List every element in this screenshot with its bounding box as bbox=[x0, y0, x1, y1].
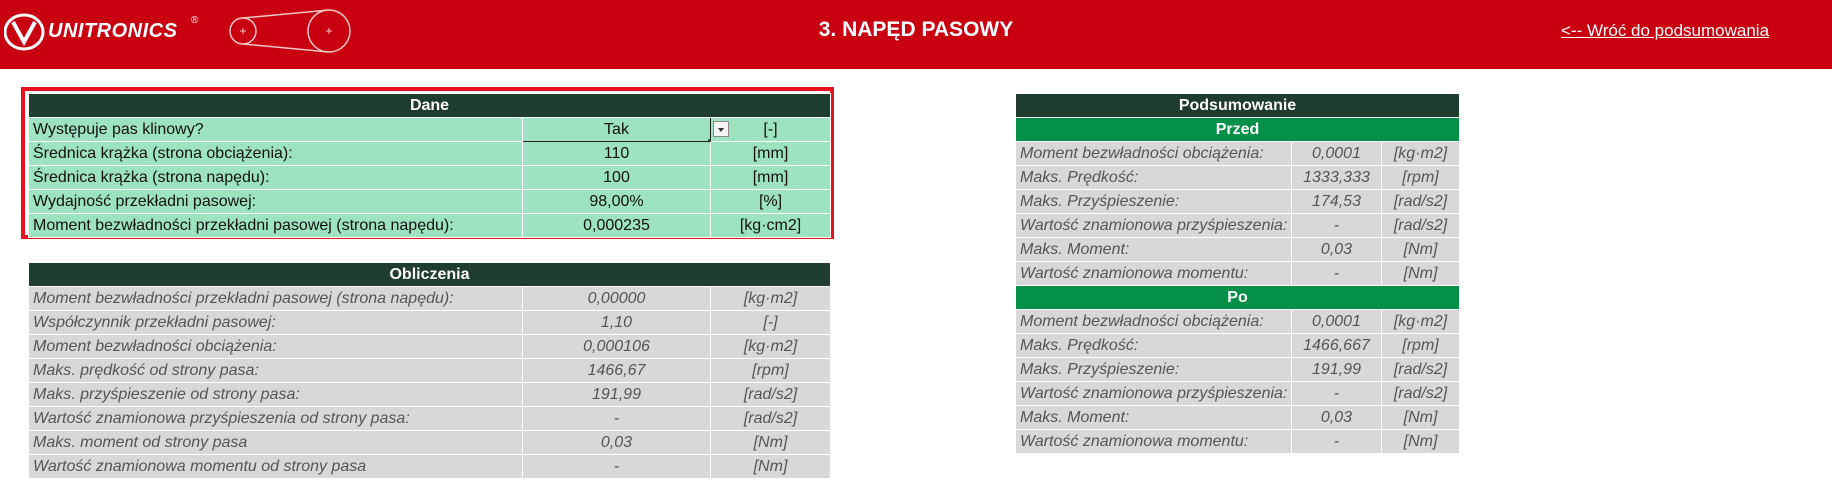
v-belt-select[interactable] bbox=[523, 118, 711, 142]
row-value: - bbox=[523, 455, 711, 479]
row-label: Maks. Przyśpieszenie: bbox=[1016, 358, 1292, 382]
table-row bbox=[1016, 166, 1460, 190]
chevron-down-icon[interactable] bbox=[713, 121, 729, 137]
table-row bbox=[29, 335, 831, 359]
table-row bbox=[29, 383, 831, 407]
load-pulley-diameter-input[interactable]: 110 bbox=[523, 142, 711, 166]
row-label: Średnica krążka (strona obciążenia): bbox=[29, 142, 523, 166]
drive-pulley-diameter-input[interactable]: 100 bbox=[523, 166, 711, 190]
table-row bbox=[29, 287, 831, 311]
row-value: 1,10 bbox=[523, 311, 711, 335]
dane-table bbox=[28, 93, 831, 238]
obliczenia-table bbox=[28, 262, 831, 479]
row-label: Wartość znamionowa przyśpieszenia: bbox=[1016, 382, 1292, 406]
table-row bbox=[1016, 382, 1460, 406]
row-unit: [rad/s2] bbox=[1382, 190, 1460, 214]
header-bar bbox=[0, 0, 1832, 69]
row-label: Maks. Moment: bbox=[1016, 406, 1292, 430]
row-unit: [kg·m2] bbox=[711, 335, 831, 359]
podsumowanie-table bbox=[1015, 93, 1460, 454]
row-unit: [rad/s2] bbox=[1382, 358, 1460, 382]
row-value: 191,99 bbox=[523, 383, 711, 407]
row-unit: [Nm] bbox=[1382, 262, 1460, 286]
row-value: - bbox=[1292, 214, 1382, 238]
row-unit: [Nm] bbox=[711, 455, 831, 479]
row-label: Wartość znamionowa przyśpieszenia: bbox=[1016, 214, 1292, 238]
przed-title: Przed bbox=[1016, 118, 1460, 142]
belt-efficiency-input[interactable]: 98,00% bbox=[523, 190, 711, 214]
row-label: Wartość znamionowa przyśpieszenia od strony pasa: bbox=[29, 407, 523, 431]
row-value: 0,03 bbox=[1292, 238, 1382, 262]
row-unit: [rad/s2] bbox=[1382, 382, 1460, 406]
table-row bbox=[29, 166, 831, 190]
row-value: 0,0001 bbox=[1292, 142, 1382, 166]
row-unit: [Nm] bbox=[711, 431, 831, 455]
row-unit: [-] bbox=[711, 311, 831, 335]
row-unit: [-] bbox=[763, 120, 778, 138]
row-value: 1333,333 bbox=[1292, 166, 1382, 190]
row-unit: [rad/s2] bbox=[1382, 214, 1460, 238]
row-value: 1466,667 bbox=[1292, 334, 1382, 358]
row-unit: [rpm] bbox=[1382, 334, 1460, 358]
row-label: Maks. prędkość od strony pasa: bbox=[29, 359, 523, 383]
row-value: 0,0001 bbox=[1292, 310, 1382, 334]
back-to-summary-link[interactable]: <-- Wróć do podsumowania bbox=[1561, 21, 1770, 40]
row-label: Wartość znamionowa momentu: bbox=[1016, 262, 1292, 286]
row-value: - bbox=[1292, 382, 1382, 406]
row-label: Występuje pas klinowy? bbox=[29, 118, 523, 142]
row-label: Maks. Moment: bbox=[1016, 238, 1292, 262]
row-label: Maks. Przyśpieszenie: bbox=[1016, 190, 1292, 214]
row-unit: [kg·m2] bbox=[711, 287, 831, 311]
row-label: Moment bezwładności obciążenia: bbox=[29, 335, 523, 359]
table-row bbox=[1016, 310, 1460, 334]
row-value: 0,000106 bbox=[523, 335, 711, 359]
table-row bbox=[1016, 334, 1460, 358]
row-value: 0,03 bbox=[1292, 406, 1382, 430]
table-row bbox=[1016, 238, 1460, 262]
table-row bbox=[1016, 190, 1460, 214]
table-row bbox=[1016, 142, 1460, 166]
row-value: 1466,67 bbox=[523, 359, 711, 383]
table-row bbox=[29, 118, 831, 142]
row-label: Wydajność przekładni pasowej: bbox=[29, 190, 523, 214]
row-label: Maks. przyśpieszenie od strony pasa: bbox=[29, 383, 523, 407]
row-label: Wartość znamionowa momentu: bbox=[1016, 430, 1292, 454]
row-unit: [mm] bbox=[711, 166, 831, 190]
row-value: 0,03 bbox=[523, 431, 711, 455]
row-label: Moment bezwładności obciążenia: bbox=[1016, 310, 1292, 334]
table-row bbox=[29, 311, 831, 335]
row-value: - bbox=[1292, 262, 1382, 286]
row-unit: [rad/s2] bbox=[711, 383, 831, 407]
logo-text: UNITRONICS bbox=[48, 20, 178, 42]
row-label: Wartość znamionowa momentu od strony pasa bbox=[29, 455, 523, 479]
row-unit: [mm] bbox=[711, 142, 831, 166]
row-value: 0,00000 bbox=[523, 287, 711, 311]
row-unit: [Nm] bbox=[1382, 430, 1460, 454]
row-value: 174,53 bbox=[1292, 190, 1382, 214]
table-row bbox=[29, 431, 831, 455]
row-value: 191,99 bbox=[1292, 358, 1382, 382]
podsumowanie-title: Podsumowanie bbox=[1016, 94, 1460, 118]
row-unit: [rpm] bbox=[711, 359, 831, 383]
row-unit: [kg·m2] bbox=[1382, 142, 1460, 166]
row-unit: [kg·cm2] bbox=[711, 214, 831, 238]
row-label: Moment bezwładności przekładni pasowej (strona napędu): bbox=[29, 287, 523, 311]
table-row bbox=[29, 359, 831, 383]
table-row bbox=[29, 190, 831, 214]
belt-inertia-input[interactable]: 0,000235 bbox=[523, 214, 711, 238]
row-value: - bbox=[1292, 430, 1382, 454]
row-label: Moment bezwładności obciążenia: bbox=[1016, 142, 1292, 166]
row-unit: [Nm] bbox=[1382, 238, 1460, 262]
row-unit: [rad/s2] bbox=[711, 407, 831, 431]
row-label: Współczynnik przekładni pasowej: bbox=[29, 311, 523, 335]
row-unit: [rpm] bbox=[1382, 166, 1460, 190]
dane-title: Dane bbox=[29, 94, 831, 118]
table-row bbox=[1016, 262, 1460, 286]
row-label: Maks. Prędkość: bbox=[1016, 334, 1292, 358]
v-belt-value: Tak bbox=[604, 120, 629, 138]
row-unit: [kg·m2] bbox=[1382, 310, 1460, 334]
row-label: Średnica krążka (strona napędu): bbox=[29, 166, 523, 190]
row-value: - bbox=[523, 407, 711, 431]
table-row bbox=[1016, 406, 1460, 430]
row-label: Moment bezwładności przekładni pasowej (strona napędu): bbox=[29, 214, 523, 238]
row-unit-cell bbox=[711, 118, 831, 142]
table-row bbox=[1016, 214, 1460, 238]
table-row bbox=[29, 142, 831, 166]
table-row bbox=[29, 214, 831, 238]
logo-registered: ® bbox=[191, 15, 199, 26]
po-title: Po bbox=[1016, 286, 1460, 310]
row-unit: [%] bbox=[711, 190, 831, 214]
table-row bbox=[29, 407, 831, 431]
table-row bbox=[1016, 358, 1460, 382]
row-unit: [Nm] bbox=[1382, 406, 1460, 430]
page-title: 3. NAPĘD PASOWY bbox=[818, 18, 1014, 41]
table-row bbox=[1016, 430, 1460, 454]
row-label: Maks. moment od strony pasa bbox=[29, 431, 523, 455]
obliczenia-title: Obliczenia bbox=[29, 263, 831, 287]
table-row bbox=[29, 455, 831, 479]
row-label: Maks. Prędkość: bbox=[1016, 166, 1292, 190]
